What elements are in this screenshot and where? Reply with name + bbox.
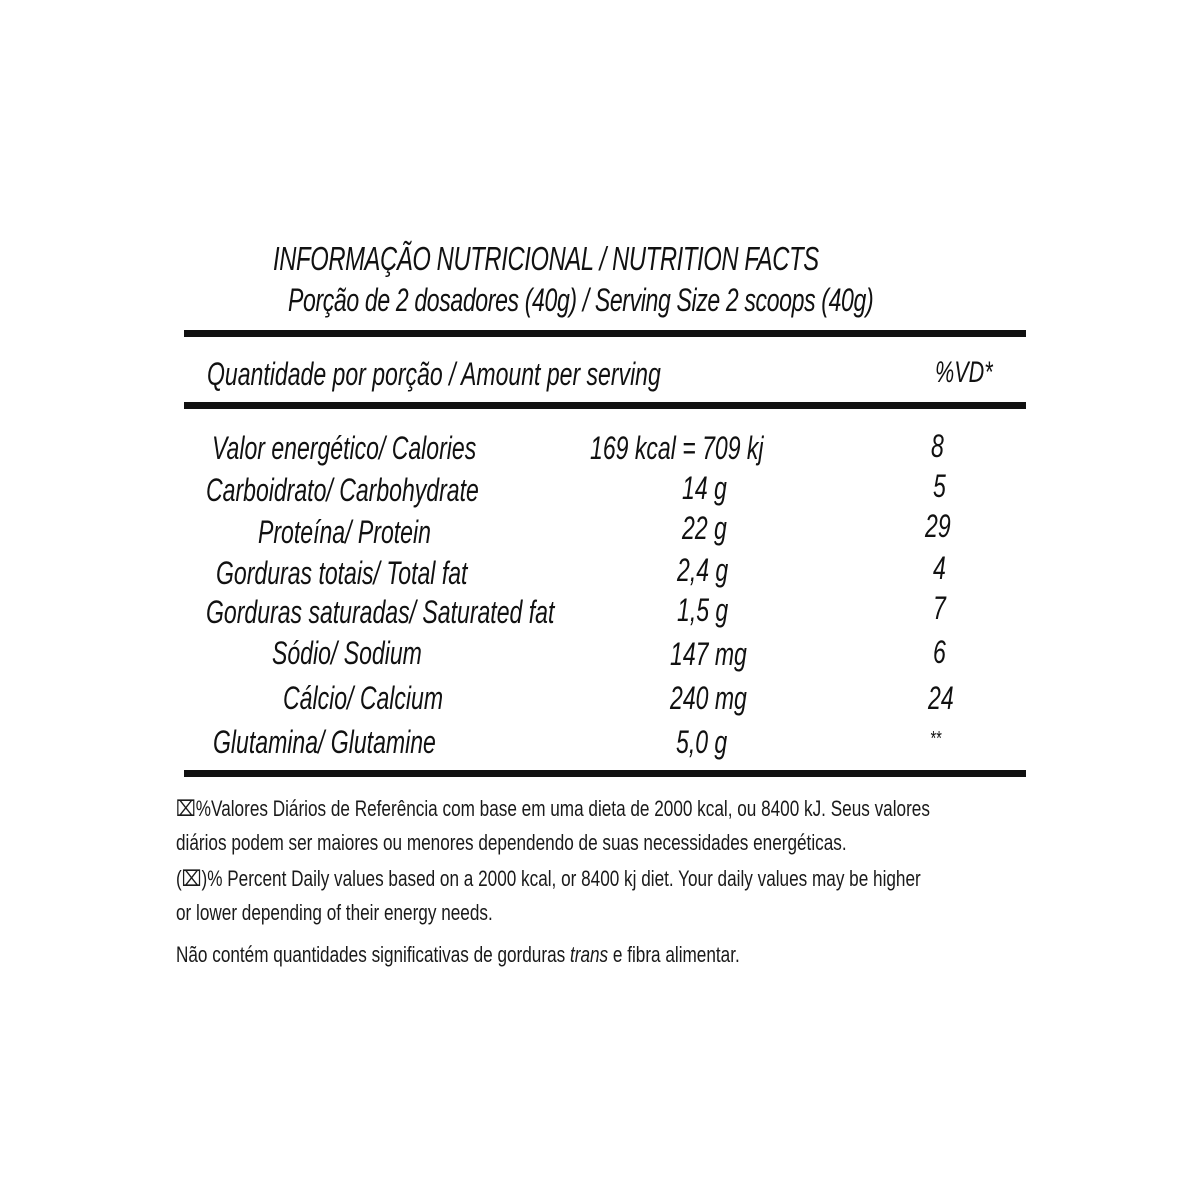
nutrient-amount-carbohydrate: 14 g [682, 470, 727, 506]
footnote-trans-suffix: e fibra alimentar. [608, 942, 740, 967]
nutrient-vd-calcium: 24 [928, 680, 954, 716]
nutrient-vd-protein: 29 [925, 508, 951, 544]
footnote-trans-word: trans [569, 942, 609, 967]
nutrient-vd-saturated-fat: 7 [933, 590, 946, 626]
nutrient-vd-carbohydrate: 5 [933, 468, 946, 504]
daily-value-header: %VD* [935, 356, 993, 389]
nutrient-vd-sodium: 6 [933, 634, 946, 670]
nutrient-amount-protein: 22 g [682, 510, 727, 546]
nutrient-vd-glutamine: ** [930, 728, 942, 750]
serving-size: Porção de 2 dosadores (40g) / Serving Size 2 scoops (40g) [288, 282, 874, 318]
nutrient-name-sodium: Sódio/ Sodium [272, 635, 422, 671]
nutrient-vd-calories: 8 [931, 428, 944, 464]
nutrient-amount-total-fat: 2,4 g [677, 552, 729, 588]
footnote-daily-values-pt [176, 792, 930, 860]
nutrient-name-calories: Valor energético/ Calories [212, 430, 477, 466]
footnote-en-line-1: (⌧)% Percent Daily values based on a 2000 kcal, or 8400 kj diet. Your daily values may be higher [176, 866, 921, 891]
nutrient-amount-saturated-fat: 1,5 g [677, 592, 729, 628]
nutrient-name-carbohydrate: Carboidrato/ Carbohydrate [206, 472, 479, 508]
footnote-en-line-2: or lower depending of their energy needs. [176, 900, 493, 925]
footnote-daily-values-en [176, 862, 921, 930]
nutrient-name-glutamine: Glutamina/ Glutamine [213, 724, 436, 760]
footnote-pt-line-1: ⌧%Valores Diários de Referência com base em uma dieta de 2000 kcal, ou 8400 kJ. Seus valores [176, 796, 930, 821]
nutrient-amount-glutamine: 5,0 g [676, 724, 728, 760]
nutrient-name-saturated-fat: Gorduras saturadas/ Saturated fat [206, 594, 555, 630]
footnote-trans-fat [176, 938, 740, 972]
nutrient-amount-calories: 169 kcal = 709 kj [590, 430, 764, 466]
nutrient-amount-sodium: 147 mg [670, 636, 747, 672]
label-title: INFORMAÇÃO NUTRICIONAL / NUTRITION FACTS [273, 240, 819, 277]
footnote-trans-prefix: Não contém quantidades significativas de gorduras [176, 942, 570, 967]
nutrient-name-total-fat: Gorduras totais/ Total fat [216, 555, 468, 591]
divider-bottom [184, 770, 1026, 777]
divider-top [184, 330, 1026, 337]
amount-per-serving-header: Quantidade por porção / Amount per serving [207, 356, 661, 392]
nutrient-name-protein: Proteína/ Protein [258, 514, 431, 550]
footnote-pt-line-2: diários podem ser maiores ou menores dependendo de suas necessidades energéticas. [176, 830, 847, 855]
nutrient-name-calcium: Cálcio/ Calcium [283, 680, 444, 716]
nutrient-amount-calcium: 240 mg [670, 680, 747, 716]
nutrient-vd-total-fat: 4 [933, 550, 946, 586]
divider-middle [184, 402, 1026, 409]
